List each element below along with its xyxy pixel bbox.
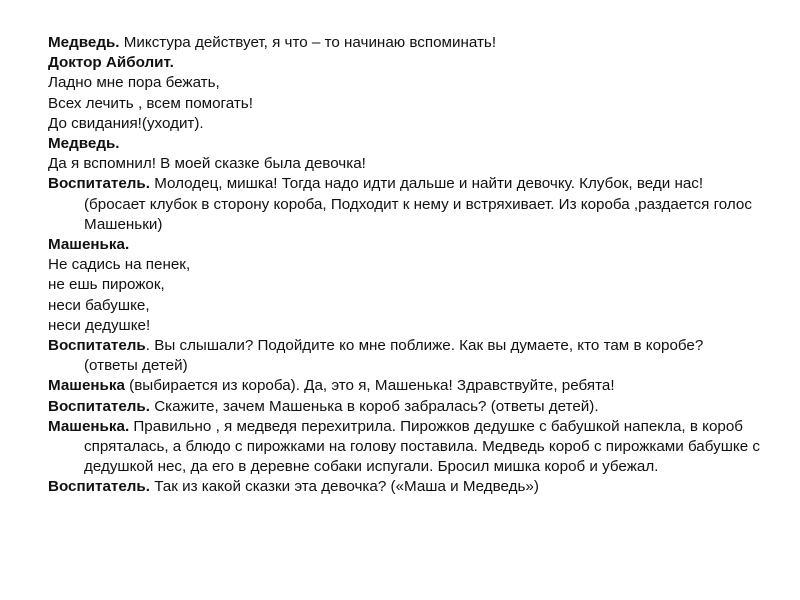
speaker-name: Машенька. xyxy=(48,417,130,435)
line-text: неси бабушке, xyxy=(48,296,150,314)
line-text: До свидания!(уходит). xyxy=(48,114,204,132)
dialogue-line xyxy=(48,134,760,154)
dialogue-line xyxy=(48,275,760,295)
speaker-name: Воспитатель. xyxy=(48,397,150,415)
dialogue-line xyxy=(48,33,760,53)
line-text: не ешь пирожок, xyxy=(48,276,165,294)
line-text: . Вы слышали? Подойдите ко мне поближе. Как вы думаете, кто там в коробе? (ответы детей) xyxy=(84,337,704,375)
speaker-name: Машенька xyxy=(48,377,125,395)
line-text: Микстура действует, я что – то начинаю вспоминать! xyxy=(119,34,497,51)
line-text: Правильно , я медведя перехитрила. Пирожков дедушке с бабушкой напекла, в короб спряталась, а блюдо с пирожками на голову поставила. Медведь короб с пирожками бабушке с дедушкой нес, да его в деревне собаки испугали. Бросил мишка короб и убежал. xyxy=(84,417,760,476)
speaker-name: Воспитатель. xyxy=(48,175,150,193)
line-text: Не садись на пенек, xyxy=(48,256,191,274)
speaker-name: Воспитатель xyxy=(48,337,146,355)
dialogue-line xyxy=(48,154,760,174)
dialogue-line xyxy=(48,114,760,134)
speaker-name: Машенька. xyxy=(48,236,130,254)
dialogue-line xyxy=(48,336,760,376)
dialogue-line xyxy=(48,417,760,478)
speaker-name: Воспитатель. xyxy=(48,478,150,496)
line-text: неси дедушке! xyxy=(48,316,151,334)
dialogue-line xyxy=(48,53,760,73)
line-text: Да я вспомнил! В моей сказке была девочка! xyxy=(48,155,366,173)
line-text: Так из какой сказки эта девочка? («Маша и Медведь») xyxy=(149,478,539,496)
line-text: Всех лечить , всем помогать! xyxy=(48,94,253,112)
line-text: Скажите, зачем Машенька в короб забралась? (ответы детей). xyxy=(149,397,599,415)
dialogue-line xyxy=(48,296,760,316)
dialogue-line xyxy=(48,477,760,497)
dialogue-line xyxy=(48,94,760,114)
dialogue-line xyxy=(48,255,760,275)
speaker-name: Медведь. xyxy=(48,135,120,153)
dialogue-line xyxy=(48,235,760,255)
dialogue-line xyxy=(48,73,760,93)
dialogue-line xyxy=(48,316,760,336)
line-text: (выбирается из короба). Да, это я, Машенька! Здравствуйте, ребята! xyxy=(124,377,615,395)
line-text: Молодец, мишка! Тогда надо идти дальше и найти девочку. Клубок, веди нас! (бросает клубок в сторону короба, Подходит к нему и встряхивает. Из короба ,раздается голос Машеньки) xyxy=(84,175,752,233)
line-text: Ладно мне пора бежать, xyxy=(48,74,220,92)
dialogue-line xyxy=(48,174,760,235)
dialogue-line xyxy=(48,376,760,396)
speaker-name: Доктор Айболит. xyxy=(48,54,174,72)
dialogue-line xyxy=(48,397,760,417)
speaker-name: Медведь. xyxy=(48,34,120,51)
